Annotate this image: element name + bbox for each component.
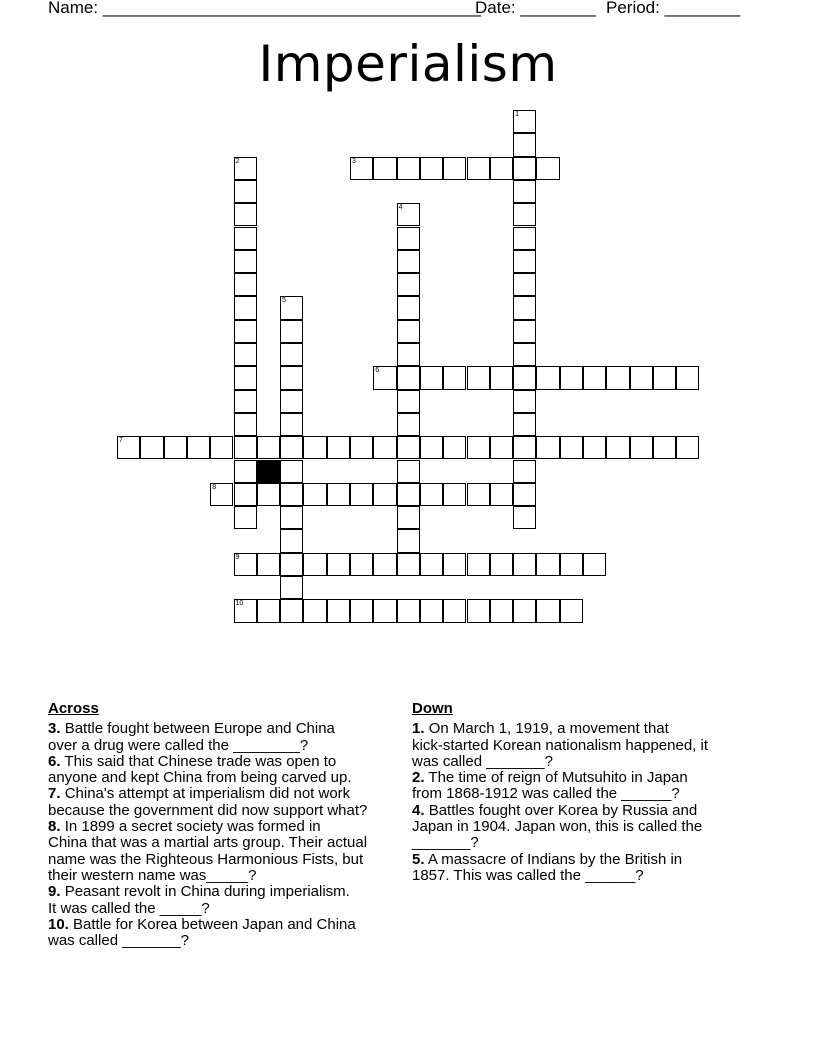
grid-cell[interactable] [234,343,257,366]
grid-cell[interactable] [397,273,420,296]
clue-line [48,852,408,868]
grid-cell[interactable] [280,320,303,343]
grid-cell[interactable] [560,436,583,459]
grid-cell[interactable] [513,110,536,133]
grid-cell[interactable] [397,413,420,436]
grid-cell[interactable] [327,483,350,506]
clue-text: It was called the _____? [48,899,210,917]
grid-cell[interactable] [513,506,536,529]
grid-cell[interactable] [234,296,257,319]
clue-number-label: 4. [412,801,425,819]
grid-cell[interactable] [420,483,443,506]
grid-cell[interactable] [397,227,420,250]
grid-cell[interactable] [513,553,536,576]
clue-number: 10 [235,600,244,608]
grid-cell[interactable] [513,227,536,250]
grid-cell[interactable] [467,483,490,506]
clue-number-label: 8. [48,818,61,836]
grid-cell[interactable] [234,157,257,180]
grid-cell[interactable] [327,436,350,459]
clue-number: 3 [352,157,356,165]
grid-cell[interactable] [490,157,513,180]
clue-number: 7 [119,437,123,445]
grid-cell[interactable] [420,366,443,389]
grid-cell[interactable] [234,436,257,459]
clue-line [48,884,408,900]
clue-line [48,933,408,949]
down-clue-list [412,721,772,884]
grid-cell[interactable] [490,436,513,459]
grid-cell[interactable] [443,553,466,576]
grid-cell[interactable] [373,599,396,622]
clue-line [412,803,772,819]
clue-item [48,786,408,819]
grid-cell[interactable] [513,343,536,366]
grid-cell[interactable] [513,133,536,156]
grid-cell[interactable] [676,366,699,389]
grid-cell[interactable] [373,366,396,389]
clue-text: 1857. This was called the ______? [412,866,644,884]
grid-cell[interactable] [397,599,420,622]
grid-cell[interactable] [280,366,303,389]
grid-cell[interactable] [280,529,303,552]
grid-cell[interactable] [397,320,420,343]
clue-line [412,786,772,802]
clue-number: 8 [212,483,217,491]
grid-cell[interactable] [490,483,513,506]
grid-cell[interactable] [513,180,536,203]
grid-cell[interactable] [234,250,257,273]
grid-cell[interactable] [490,599,513,622]
grid-cell[interactable] [327,553,350,576]
grid-cell[interactable] [117,436,140,459]
grid-cell[interactable] [303,483,326,506]
grid-cell[interactable] [397,157,420,180]
grid-cell[interactable] [257,483,280,506]
grid-cell[interactable] [280,413,303,436]
clue-line [412,868,772,884]
grid-cell[interactable] [257,436,280,459]
grid-cell[interactable] [560,366,583,389]
grid-cell[interactable] [560,553,583,576]
grid-cell[interactable] [280,460,303,483]
grid-cell[interactable] [536,366,559,389]
grid-cell[interactable] [350,599,373,622]
clue-text: Battles fought over Korea by Russia and [428,801,698,819]
clue-text: On March 1, 1919, a movement that [428,720,669,738]
grid-cell[interactable] [280,553,303,576]
clue-line [412,738,772,754]
clue-text: Peasant revolt in China during imperialism. [64,883,350,901]
grid-cell[interactable] [397,506,420,529]
grid-cell[interactable] [234,460,257,483]
grid-cell[interactable] [536,436,559,459]
clue-text: China's attempt at imperialism did not work [64,785,351,803]
grid-cell[interactable] [467,553,490,576]
grid-cell[interactable] [373,553,396,576]
grid-cell[interactable] [630,366,653,389]
grid-cell[interactable] [606,366,629,389]
grid-cell[interactable] [653,366,676,389]
clue-text: name was the Righteous Harmonious Fists, but [48,850,364,868]
grid-cell[interactable] [234,506,257,529]
grid-cell[interactable] [397,483,420,506]
grid-cell[interactable] [234,390,257,413]
grid-cell[interactable] [397,366,420,389]
grid-cell[interactable] [234,553,257,576]
grid-cell[interactable] [467,436,490,459]
grid-cell[interactable] [420,157,443,180]
clue-text: anyone and kept China from being carved up. [48,769,352,787]
grid-cell[interactable] [280,436,303,459]
grid-cell[interactable] [234,273,257,296]
grid-cell[interactable] [513,320,536,343]
down-clues [412,701,772,884]
grid-cell[interactable] [536,599,559,622]
clue-line [412,754,772,770]
grid-cell[interactable] [140,436,163,459]
grid-cell[interactable] [583,366,606,389]
grid-cell[interactable] [513,366,536,389]
grid-cell[interactable] [467,157,490,180]
clue-text: from 1868-1912 was called the ______? [412,785,680,803]
grid-cell[interactable] [513,599,536,622]
clue-text: _______? [412,834,479,852]
grid-cell[interactable] [210,436,233,459]
grid-cell[interactable] [280,576,303,599]
clue-number-label: 2. [412,769,425,787]
clue-text: In 1899 a secret society was formed in [64,818,321,836]
grid-cell[interactable] [653,436,676,459]
grid-cell[interactable] [513,157,536,180]
grid-cell[interactable] [490,366,513,389]
clue-text: Japan in 1904. Japan won, this is called the [412,818,703,836]
grid-cell[interactable] [303,436,326,459]
clue-line [48,770,408,786]
grid-cell[interactable] [443,483,466,506]
clue-text: because the government did now support what? [48,801,368,819]
clue-text: A massacre of Indians by the British in [427,850,683,868]
clue-number-label: 7. [48,785,61,803]
grid-cell[interactable] [280,343,303,366]
grid-cell[interactable] [280,599,303,622]
across-heading: Across [48,700,99,717]
clue-item [412,770,772,803]
grid-cell[interactable] [536,157,559,180]
clue-line [48,786,408,802]
clue-text: their western name was_____? [48,866,257,884]
clue-item [412,852,772,885]
grid-cell[interactable] [257,599,280,622]
clue-line [412,852,772,868]
grid-cell[interactable] [187,436,210,459]
clue-line [412,819,772,835]
clue-number: 6 [375,367,380,375]
clue-text: kick-started Korean nationalism happened, it [412,736,709,754]
grid-cell[interactable] [373,436,396,459]
grid-cell[interactable] [490,553,513,576]
grid-cell[interactable] [397,203,420,226]
grid-cell[interactable] [303,599,326,622]
clue-item [412,803,772,852]
grid-cell[interactable] [280,390,303,413]
clue-text: was called _______? [412,752,553,770]
grid-cell[interactable] [513,250,536,273]
grid-cell[interactable] [420,599,443,622]
grid-cell[interactable] [513,390,536,413]
grid-cell[interactable] [397,343,420,366]
grid-cell[interactable] [350,157,373,180]
clue-line [48,901,408,917]
clue-number: 2 [235,157,240,165]
grid-cell[interactable] [443,599,466,622]
grid-cell[interactable] [373,157,396,180]
date-field[interactable]: Date: ________ [475,0,596,17]
grid-cell[interactable] [350,436,373,459]
grid-cell[interactable] [606,436,629,459]
clue-text: This said that Chinese trade was open to [64,752,337,770]
grid-cell[interactable] [397,390,420,413]
clue-number-label: 10. [48,915,69,933]
clue-number: 4 [398,204,403,212]
clue-line [48,738,408,754]
grid-cell[interactable] [467,366,490,389]
grid-cell[interactable] [397,460,420,483]
clue-text: Battle fought between Europe and China [64,720,335,738]
grid-cell[interactable] [327,599,350,622]
grid-cell[interactable] [513,483,536,506]
clue-number-label: 6. [48,752,61,770]
page-title: Imperialism [258,35,558,93]
clue-text: Battle for Korea between Japan and China [73,915,356,933]
down-heading: Down [412,700,453,717]
grid-cell[interactable] [513,413,536,436]
clue-number: 1 [515,111,519,118]
clue-number-label: 3. [48,720,61,738]
grid-cell[interactable] [513,460,536,483]
clue-item [48,721,408,754]
grid-cell[interactable] [513,436,536,459]
grid-cell[interactable] [210,483,233,506]
clue-item [412,721,772,770]
grid-cell[interactable] [513,203,536,226]
grid-cell[interactable] [443,157,466,180]
grid-cell[interactable] [234,366,257,389]
clue-number-label: 1. [412,720,425,738]
grid-cell[interactable] [350,483,373,506]
grid-cell[interactable] [280,483,303,506]
grid-cell[interactable] [234,203,257,226]
clue-line [48,721,408,737]
grid-cell[interactable] [583,553,606,576]
clue-line [48,917,408,933]
grid-cell[interactable] [397,529,420,552]
clue-text: was called _______? [48,932,189,950]
grid-cell[interactable] [443,436,466,459]
grid-cell[interactable] [560,599,583,622]
grid-cell[interactable] [397,553,420,576]
across-clues [48,701,408,949]
clue-text: China that was a martial arts group. Their actual [48,834,368,852]
grid-cell[interactable] [234,413,257,436]
grid-cell[interactable] [397,296,420,319]
grid-cell[interactable] [513,273,536,296]
clue-number-label: 5. [412,850,425,868]
grid-cell[interactable] [234,599,257,622]
grid-cell[interactable] [280,296,303,319]
clue-line [48,819,408,835]
clue-line [412,835,772,851]
grid-cell[interactable] [257,553,280,576]
grid-cell[interactable] [164,436,187,459]
black-cell [257,460,280,483]
clue-item [48,819,408,884]
clue-number: 5 [282,297,286,305]
clue-item [48,884,408,917]
grid-cell[interactable] [234,483,257,506]
grid-cell[interactable] [420,436,443,459]
grid-cell[interactable] [420,553,443,576]
clue-line [412,721,772,737]
grid-cell[interactable] [397,436,420,459]
grid-cell[interactable] [397,250,420,273]
name-field[interactable]: Name: ________________________________________ [48,0,481,17]
clue-number: 9 [235,553,240,561]
clue-number-label: 9. [48,883,61,901]
clue-item [48,917,408,950]
clue-text: over a drug were called the ________? [48,736,309,754]
grid-cell[interactable] [467,599,490,622]
grid-cell[interactable] [350,553,373,576]
clue-text: The time of reign of Mutsuhito in Japan [428,769,688,787]
grid-cell[interactable] [234,320,257,343]
clue-line [48,868,408,884]
grid-cell[interactable] [676,436,699,459]
grid-cell[interactable] [630,436,653,459]
clue-line [412,770,772,786]
grid-cell[interactable] [583,436,606,459]
period-field[interactable]: Period: ________ [606,0,741,17]
clue-line [48,754,408,770]
grid-cell[interactable] [234,180,257,203]
grid-cell[interactable] [234,227,257,250]
clue-item [48,754,408,787]
clue-line [48,803,408,819]
grid-cell[interactable] [280,506,303,529]
grid-cell[interactable] [373,483,396,506]
grid-cell[interactable] [513,296,536,319]
grid-cell[interactable] [443,366,466,389]
clue-line [48,835,408,851]
grid-cell[interactable] [303,553,326,576]
across-clue-list [48,721,408,949]
grid-cell[interactable] [536,553,559,576]
